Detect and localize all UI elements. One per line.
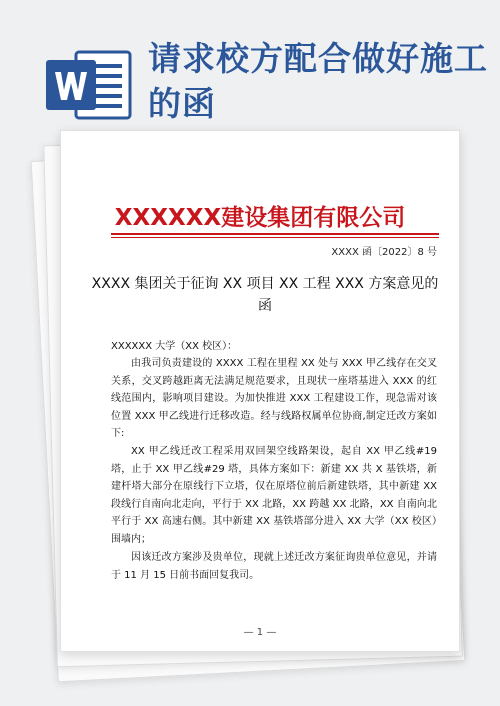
document-title: XXXX 集团关于征询 XX 项目 XX 工程 XXX 方案意见的函	[91, 276, 439, 314]
paragraph: 因该迁改方案涉及贵单位，现就上述迁改方案征询贵单位意见，并请于 11 月 15 日前书面回复我司。	[111, 552, 437, 581]
recipient: XXXXXX 大学（XX 校区）：	[111, 341, 238, 352]
header-title: 请求校方配合做好施工的函	[148, 39, 488, 123]
red-divider	[111, 237, 439, 238]
red-divider	[111, 233, 439, 235]
document-number: XXXX 函〔2022〕8 号	[331, 247, 437, 258]
company-name: XXXXXX建设集团有限公司	[114, 205, 406, 231]
page-number: — 1 —	[243, 627, 277, 638]
paragraph: 由我司负责建设的 XXXX 工程在里程 XX 处与 XXX 甲乙线存在交叉关系，交叉跨越距离无法满足规范要求，且现状一座塔基进入 XXX 的红线范围内，影响项目建设。为加快推进 XXX 工程建设工作，现急需对该位置 XXX 甲乙线进行迁移改造。经与线路权属单位协商,制定迁改方案如下:	[111, 358, 437, 439]
word-icon	[42, 38, 134, 130]
paragraph: XX 甲乙线迁改工程采用双回架空线路架设，起自 XX 甲乙线#19 塔，止于 XX 甲乙线#29 塔，具体方案如下：新建 XX 共 X 基铁塔，新建杆塔大部分在原线行下立塔，仅在原塔位前后新建铁塔，其中新建 XX 段线行自南向北走向，平行于 XX 北路，XX 跨越 XX 北路，XX 自南向北平行于 XX 高速右侧。其中新建 XX 基铁塔部分进入 XX 大学（XX 校区）围墙内；	[111, 446, 437, 545]
document-page	[60, 130, 460, 652]
